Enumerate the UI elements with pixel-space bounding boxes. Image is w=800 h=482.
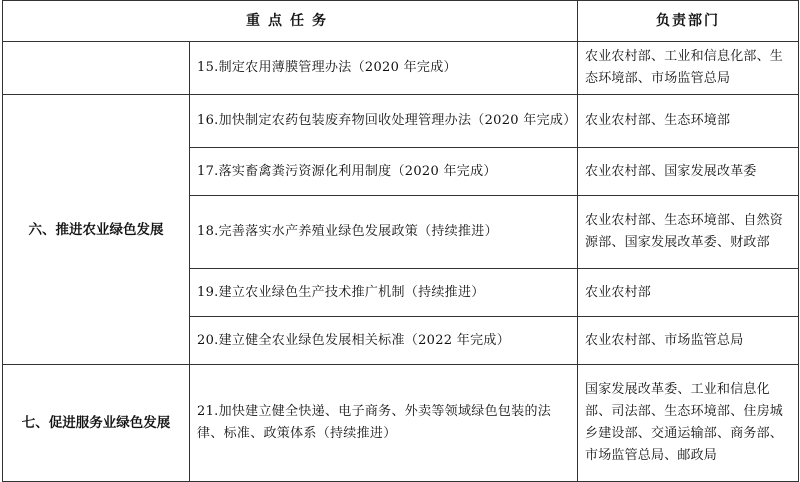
header-key-tasks: 重点任务 <box>3 1 578 42</box>
task-cell: 16.加快制定农药包装废弃物回收处理管理办法（2020 年完成） <box>190 95 578 148</box>
task-cell: 19.建立农业绿色生产技术推广机制（持续推进） <box>190 269 578 317</box>
task-cell: 21.加快建立健全快递、电子商务、外卖等领域绿色包装的法律、标准、政策体系（持续推进） <box>190 365 578 482</box>
table-header-row <box>3 1 799 42</box>
table-row <box>3 365 799 482</box>
table-row <box>3 95 799 148</box>
dept-cell: 农业农村部、工业和信息化部、生态环境部、市场监管总局 <box>578 42 799 95</box>
dept-cell: 农业农村部、国家发展改革委 <box>578 148 799 196</box>
task-cell: 18.完善落实水产养殖业绿色发展政策（持续推进） <box>190 196 578 269</box>
category-agriculture-green: 六、推进农业绿色发展 <box>3 95 190 365</box>
task-cell: 20.建立健全农业绿色发展相关标准（2022 年完成） <box>190 317 578 365</box>
table-row <box>3 42 799 95</box>
task-cell: 17.落实畜禽粪污资源化利用制度（2020 年完成） <box>190 148 578 196</box>
task-responsibility-table <box>2 0 799 482</box>
category-service-green: 七、促进服务业绿色发展 <box>3 365 190 482</box>
dept-cell: 国家发展改革委、工业和信息化部、司法部、生态环境部、住房城乡建设部、交通运输部、商务部、市场监管总局、邮政局 <box>578 365 799 482</box>
dept-cell: 农业农村部、生态环境部、自然资源部、国家发展改革委、财政部 <box>578 196 799 269</box>
header-responsible-departments: 负责部门 <box>578 1 799 42</box>
dept-cell: 农业农村部、市场监管总局 <box>578 317 799 365</box>
category-cell-empty <box>3 42 190 95</box>
task-cell: 15.制定农用薄膜管理办法（2020 年完成） <box>190 42 578 95</box>
dept-cell: 农业农村部、生态环境部 <box>578 95 799 148</box>
dept-cell: 农业农村部 <box>578 269 799 317</box>
task-table-page <box>2 0 798 474</box>
